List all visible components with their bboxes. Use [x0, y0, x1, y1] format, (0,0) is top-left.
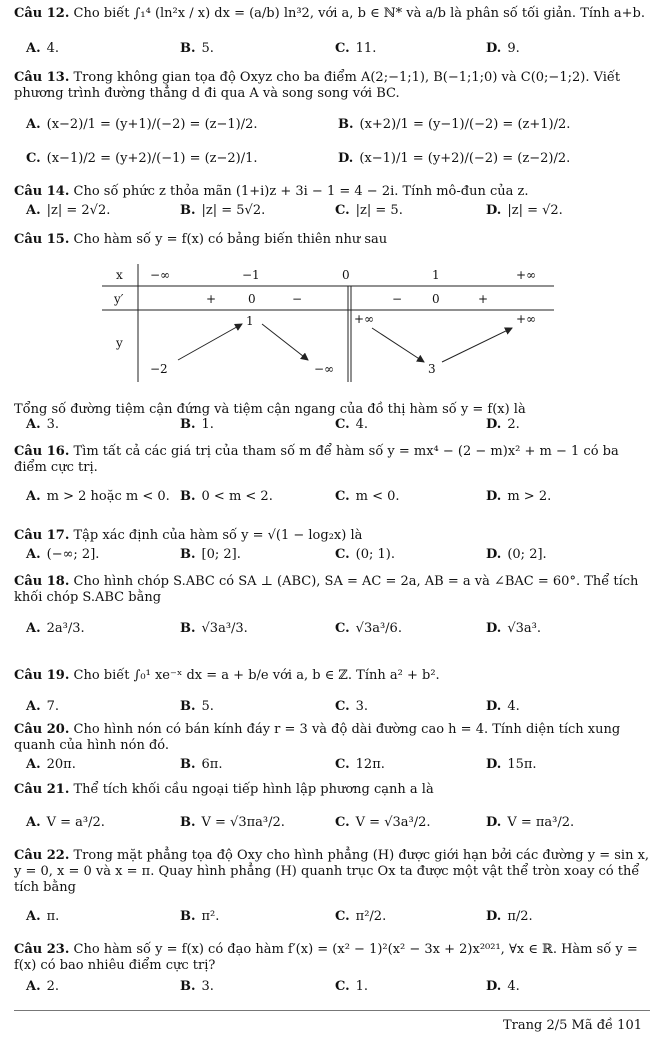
question-stem: Cho biết ∫₁⁴ (ln²x / x) dx = (a/b) ln³2, với a, b ∈ ℕ* và a/b là phân số tối giản. Tính a+b. [73, 6, 645, 21]
question-label: Câu 16. [14, 444, 70, 459]
answer-a[interactable]: A. 2. [26, 979, 60, 994]
y-value: +∞ [354, 312, 375, 326]
question-15 [14, 232, 650, 248]
question-label: Câu 14. [14, 184, 70, 199]
question-22 [14, 848, 650, 896]
answer-b[interactable]: B. 6π. [180, 757, 223, 772]
question-13 [14, 70, 650, 102]
answer-b[interactable]: B. √3a³/3. [180, 621, 248, 636]
answer-b[interactable]: B. 0 < m < 2. [180, 489, 273, 504]
answer-c[interactable]: C. 4. [335, 417, 369, 432]
question-16 [14, 444, 650, 476]
footer-divider [14, 1010, 650, 1011]
answer-c[interactable]: C. (0; 1). [335, 547, 395, 562]
question-21 [14, 782, 650, 798]
answer-c[interactable]: C. m < 0. [335, 489, 400, 504]
answer-a[interactable]: A. (−∞; 2]. [26, 547, 100, 562]
question-stem: Tổng số đường tiệm cận đứng và tiệm cận ngang của đồ thị hàm số y = f(x) là [14, 402, 526, 417]
answer-b[interactable]: B. [0; 2]. [180, 547, 241, 562]
question-label: Câu 13. [14, 70, 70, 85]
answer-d[interactable]: D. 15π. [486, 757, 537, 772]
answer-d[interactable]: D. π/2. [486, 909, 533, 924]
x-value: 0 [342, 268, 350, 282]
y-value: −∞ [314, 362, 335, 376]
answer-c[interactable]: C. (x−1)/2 = (y+2)/(−1) = (z−2)/1. [26, 151, 258, 166]
question-label: Câu 17. [14, 528, 70, 543]
row-x-label: x [116, 268, 123, 282]
question-23 [14, 942, 650, 974]
sign: − [392, 292, 403, 306]
question-20 [14, 722, 650, 754]
page-footer: Trang 2/5 Mã đề 101 [503, 1018, 642, 1033]
question-label: Câu 19. [14, 668, 70, 683]
answer-d[interactable]: D. (0; 2]. [486, 547, 547, 562]
question-17 [14, 528, 650, 544]
answer-b[interactable]: B. 1. [180, 417, 214, 432]
sign: + [206, 292, 217, 306]
row-y-label: y [116, 336, 123, 350]
row-dy-label: y′ [114, 292, 124, 306]
question-19 [14, 668, 650, 684]
question-15-after [14, 402, 650, 418]
answer-d[interactable]: D. √3a³. [486, 621, 541, 636]
answer-c[interactable]: C. 12π. [335, 757, 385, 772]
answer-a[interactable]: A. 20π. [26, 757, 76, 772]
answer-b[interactable]: B. 5. [180, 699, 214, 714]
x-value: 1 [432, 268, 440, 282]
answer-a[interactable]: A. 4. [26, 41, 60, 56]
answer-a[interactable]: A. π. [26, 909, 60, 924]
answer-d[interactable]: D. m > 2. [486, 489, 552, 504]
question-label: Câu 21. [14, 782, 70, 797]
question-stem: Cho hình chóp S.ABC có SA ⊥ (ABC), SA = AC = 2a, AB = a và ∠BAC = 60°. Thể tích khối chóp S.ABC bằng [14, 574, 639, 605]
answer-b[interactable]: B. 5. [180, 41, 214, 56]
question-label: Câu 15. [14, 232, 70, 247]
question-label: Câu 18. [14, 574, 70, 589]
question-14 [14, 184, 650, 200]
answer-b[interactable]: B. |z| = 5√2. [180, 203, 266, 218]
y-value: 3 [428, 362, 436, 376]
answer-c[interactable]: C. V = √3a³/2. [335, 815, 431, 830]
answer-a[interactable]: A. 7. [26, 699, 60, 714]
question-stem: Tìm tất cả các giá trị của tham số m để hàm số y = mx⁴ − (2 − m)x² + m − 1 có ba điểm cực trị. [14, 444, 619, 475]
question-stem: Trong mặt phẳng tọa độ Oxy cho hình phẳng (H) được giới hạn bởi các đường y = sin x, y = 0, x = 0 và x = π. Quay hình phẳng (H) quanh trục Ox ta được một vật thể tròn xoay có thể tích bằng [14, 848, 650, 895]
answer-d[interactable]: D. 4. [486, 979, 520, 994]
answer-b[interactable]: B. 3. [180, 979, 214, 994]
question-stem: Cho biết ∫₀¹ xe⁻ˣ dx = a + b/e với a, b ∈ ℤ. Tính a² + b². [73, 668, 440, 683]
question-stem: Trong không gian tọa độ Oxyz cho ba điểm A(2;−1;1), B(−1;1;0) và C(0;−1;2). Viết phương trình đường thẳng d đi qua A và song song với BC. [14, 70, 621, 101]
question-12 [14, 6, 650, 22]
answer-d[interactable]: D. 9. [486, 41, 520, 56]
answer-c[interactable]: C. 11. [335, 41, 377, 56]
answer-c[interactable]: C. π²/2. [335, 909, 387, 924]
question-label: Câu 23. [14, 942, 70, 957]
sign: + [478, 292, 489, 306]
answer-d[interactable]: D. 4. [486, 699, 520, 714]
question-stem: Cho hàm số y = f(x) có bảng biến thiên như sau [73, 232, 388, 247]
question-stem: Tập xác định của hàm số y = √(1 − log₂x) là [73, 528, 363, 543]
answer-b[interactable]: B. π². [180, 909, 220, 924]
answer-c[interactable]: C. 3. [335, 699, 369, 714]
question-stem: Thể tích khối cầu ngoại tiếp hình lập phương cạnh a là [73, 782, 434, 797]
sign: 0 [248, 292, 256, 306]
y-value: −2 [150, 362, 168, 376]
answer-c[interactable]: C. 1. [335, 979, 369, 994]
variation-table [102, 264, 554, 382]
answer-c[interactable]: C. √3a³/6. [335, 621, 402, 636]
sign: − [292, 292, 303, 306]
answer-d[interactable]: D. V = πa³/2. [486, 815, 575, 830]
y-value: 1 [246, 314, 254, 328]
answer-a[interactable]: A. (x−2)/1 = (y+1)/(−2) = (z−1)/2. [26, 117, 258, 132]
answer-a[interactable]: A. |z| = 2√2. [26, 203, 111, 218]
question-label: Câu 12. [14, 6, 70, 21]
question-label: Câu 20. [14, 722, 70, 737]
answer-a[interactable]: A. V = a³/2. [26, 815, 105, 830]
answer-a[interactable]: A. 3. [26, 417, 60, 432]
answer-c[interactable]: C. |z| = 5. [335, 203, 403, 218]
question-stem: Cho số phức z thỏa mãn (1+i)z + 3i − 1 = 4 − 2i. Tính mô-đun của z. [73, 184, 529, 199]
question-stem: Cho hình nón có bán kính đáy r = 3 và độ dài đường cao h = 4. Tính diện tích xung quanh của hình nón đó. [14, 722, 621, 753]
x-value: +∞ [516, 268, 537, 282]
answer-a[interactable]: A. 2a³/3. [26, 621, 85, 636]
question-18 [14, 574, 650, 606]
question-label: Câu 22. [14, 848, 70, 863]
answer-b[interactable]: B. V = √3πa³/2. [180, 815, 285, 830]
question-stem: Cho hàm số y = f(x) có đạo hàm f′(x) = (x² − 1)²(x² − 3x + 2)x²⁰²¹, ∀x ∈ ℝ. Hàm số y = f(x) có bao nhiêu điểm cực trị? [14, 942, 638, 973]
y-value: +∞ [516, 312, 537, 326]
answer-b[interactable]: B. (x+2)/1 = (y−1)/(−2) = (z+1)/2. [338, 117, 571, 132]
answer-d[interactable]: D. 2. [486, 417, 520, 432]
x-value: −1 [242, 268, 260, 282]
x-value: −∞ [150, 268, 171, 282]
answer-d[interactable]: D. |z| = √2. [486, 203, 563, 218]
answer-a[interactable]: A. m > 2 hoặc m < 0. [26, 489, 170, 504]
answer-d[interactable]: D. (x−1)/1 = (y+2)/(−2) = (z−2)/2. [338, 151, 571, 166]
sign: 0 [432, 292, 440, 306]
